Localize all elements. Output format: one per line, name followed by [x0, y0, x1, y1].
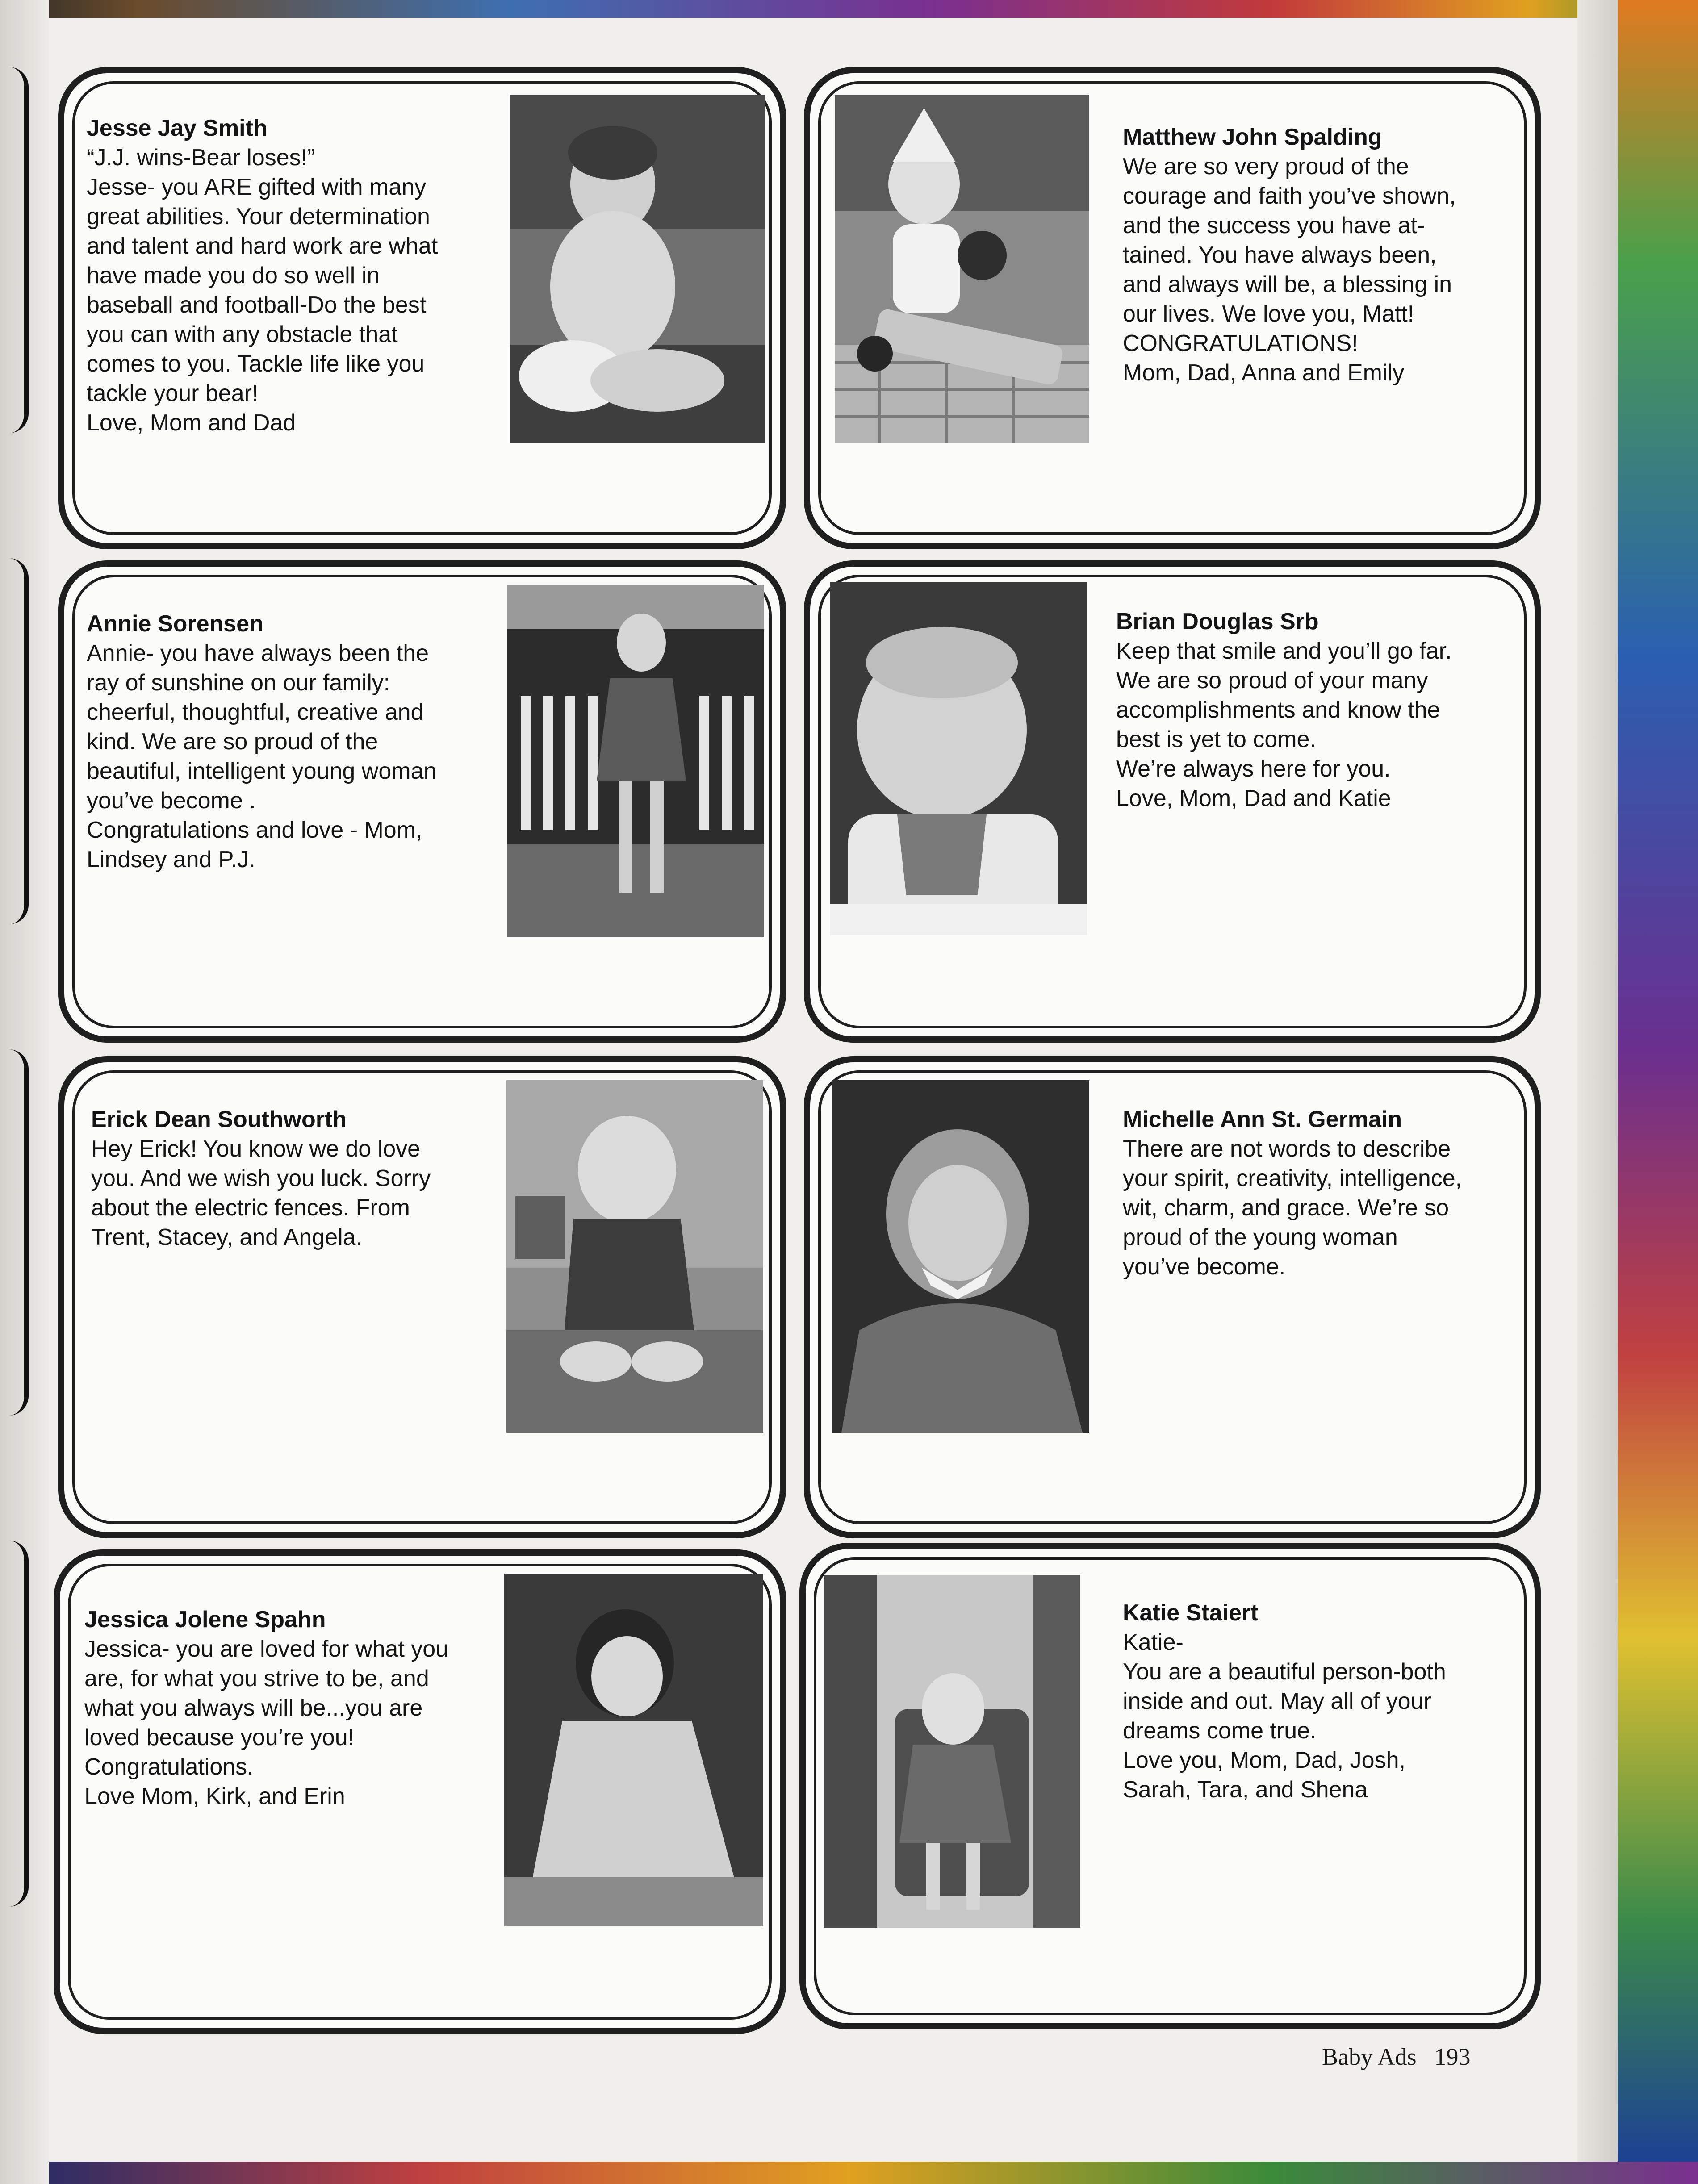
baby-photo: [830, 582, 1087, 935]
baby-ad-card: [799, 1543, 1541, 2029]
ad-name: Annie Sorensen: [87, 611, 263, 637]
ad-text: [87, 113, 556, 438]
ad-name: Jesse Jay Smith: [87, 115, 268, 141]
ad-line: Sarah, Tara, and Shena: [1123, 1777, 1368, 1803]
ad-line: you’ve become.: [1123, 1254, 1286, 1280]
ad-text: [87, 609, 556, 874]
ad-line: wit, charm, and grace. We’re so: [1123, 1195, 1449, 1221]
baby-photo: [504, 1574, 763, 1926]
ad-line: Congratulations and love - Mom,: [87, 817, 422, 843]
baby-photo: [835, 95, 1089, 443]
ad-line: best is yet to come.: [1116, 727, 1316, 752]
ad-text: [1116, 607, 1527, 813]
baby-ad-card: [804, 67, 1541, 549]
ad-line: loved because you’re you!: [84, 1725, 355, 1750]
ad-line: great abilities. Your determination: [87, 204, 430, 230]
ad-line: accomplishments and know the: [1116, 697, 1440, 723]
ad-line: You are a beautiful person-both: [1123, 1659, 1446, 1685]
ad-line: ray of sunshine on our family:: [87, 670, 390, 696]
ad-line: Love you, Mom, Dad, Josh,: [1123, 1747, 1405, 1773]
page-footer: [1322, 2043, 1489, 2071]
section-title: Baby Ads: [1322, 2043, 1417, 2070]
ad-line: We’re always here for you.: [1116, 756, 1391, 782]
ad-text: [91, 1105, 556, 1252]
spiral-binding: [0, 0, 49, 2184]
ad-line: “J.J. wins-Bear loses!”: [87, 145, 315, 171]
ad-line: what you always will be...you are: [84, 1695, 423, 1721]
ad-line: Trent, Stacey, and Angela.: [91, 1224, 363, 1250]
ad-name: Katie Staiert: [1123, 1600, 1259, 1626]
baby-ad-card: [804, 1056, 1541, 1538]
ad-name: Matthew John Spalding: [1123, 124, 1382, 150]
ad-line: have made you do so well in: [87, 263, 380, 288]
ad-line: CONGRATULATIONS!: [1123, 330, 1358, 356]
ad-text: [1123, 122, 1525, 388]
ad-line: your spirit, creativity, intelligence,: [1123, 1165, 1462, 1191]
baby-ad-card: [58, 67, 786, 549]
ad-line: and the success you have at-: [1123, 213, 1425, 238]
ad-line: Congratulations.: [84, 1754, 254, 1780]
page-edge-right: [1577, 0, 1618, 2184]
binding-ring: [9, 558, 29, 924]
ad-line: Katie-: [1123, 1629, 1184, 1655]
baby-photo: [824, 1575, 1080, 1928]
ad-line: We are so proud of your many: [1116, 668, 1428, 693]
ad-line: and talent and hard work are what: [87, 233, 438, 259]
ad-line: We are so very proud of the: [1123, 154, 1409, 180]
binding-ring: [9, 1049, 29, 1416]
ad-line: about the electric fences. From: [91, 1195, 410, 1221]
ad-line: Jesse- you ARE gifted with many: [87, 174, 427, 200]
ad-name: Michelle Ann St. Germain: [1123, 1107, 1402, 1132]
ad-name: Jessica Jolene Spahn: [84, 1607, 326, 1633]
ad-line: Lindsey and P.J.: [87, 847, 255, 873]
ad-line: and always will be, a blessing in: [1123, 271, 1452, 297]
baby-ad-card: [54, 1549, 786, 2034]
ad-line: dreams come true.: [1123, 1718, 1317, 1744]
ad-line: Annie- you have always been the: [87, 640, 429, 666]
baby-ad-card: [58, 1056, 786, 1538]
ad-line: Keep that smile and you’ll go far.: [1116, 638, 1452, 664]
ad-line: Love, Mom, Dad and Katie: [1116, 785, 1391, 811]
ad-name: Brian Douglas Srb: [1116, 609, 1319, 635]
ad-text: [1123, 1598, 1525, 1804]
ad-line: beautiful, intelligent young woman: [87, 758, 437, 784]
cover-edge-bottom: [0, 2162, 1698, 2184]
ad-line: kind. We are so proud of the: [87, 729, 378, 755]
ad-line: you. And we wish you luck. Sorry: [91, 1165, 431, 1191]
ad-line: Love Mom, Kirk, and Erin: [84, 1783, 345, 1809]
page-number: 193: [1434, 2043, 1471, 2070]
baby-ad-card: [804, 560, 1541, 1043]
ad-line: baseball and football-Do the best: [87, 292, 427, 318]
ad-text: [84, 1605, 549, 1811]
baby-photo: [832, 1080, 1089, 1433]
ad-line: you can with any obstacle that: [87, 322, 398, 347]
ad-line: Love, Mom and Dad: [87, 410, 296, 436]
cover-edge-top: [0, 0, 1698, 18]
binding-ring: [9, 1541, 29, 1907]
ad-line: Mom, Dad, Anna and Emily: [1123, 360, 1405, 386]
ad-line: tained. You have always been,: [1123, 242, 1437, 268]
ad-line: comes to you. Tackle life like you: [87, 351, 425, 377]
ad-name: Erick Dean Southworth: [91, 1107, 347, 1132]
ad-line: cheerful, thoughtful, creative and: [87, 699, 424, 725]
ad-line: proud of the young woman: [1123, 1224, 1398, 1250]
ad-line: Jessica- you are loved for what you: [84, 1636, 449, 1662]
baby-photo: [506, 1080, 763, 1433]
ad-line: you’ve become .: [87, 788, 256, 814]
ad-line: tackle your bear!: [87, 380, 259, 406]
ad-line: Hey Erick! You know we do love: [91, 1136, 421, 1162]
binding-ring: [9, 67, 29, 433]
baby-ad-card: [58, 560, 786, 1043]
ad-line: are, for what you strive to be, and: [84, 1666, 429, 1691]
ad-line: courage and faith you’ve shown,: [1123, 183, 1456, 209]
baby-photo: [507, 585, 764, 937]
ad-line: There are not words to describe: [1123, 1136, 1451, 1162]
cover-edge-right: [1618, 0, 1698, 2184]
ad-line: our lives. We love you, Matt!: [1123, 301, 1414, 327]
ad-text: [1123, 1105, 1525, 1282]
baby-photo: [510, 95, 765, 443]
ad-line: inside and out. May all of your: [1123, 1688, 1431, 1714]
